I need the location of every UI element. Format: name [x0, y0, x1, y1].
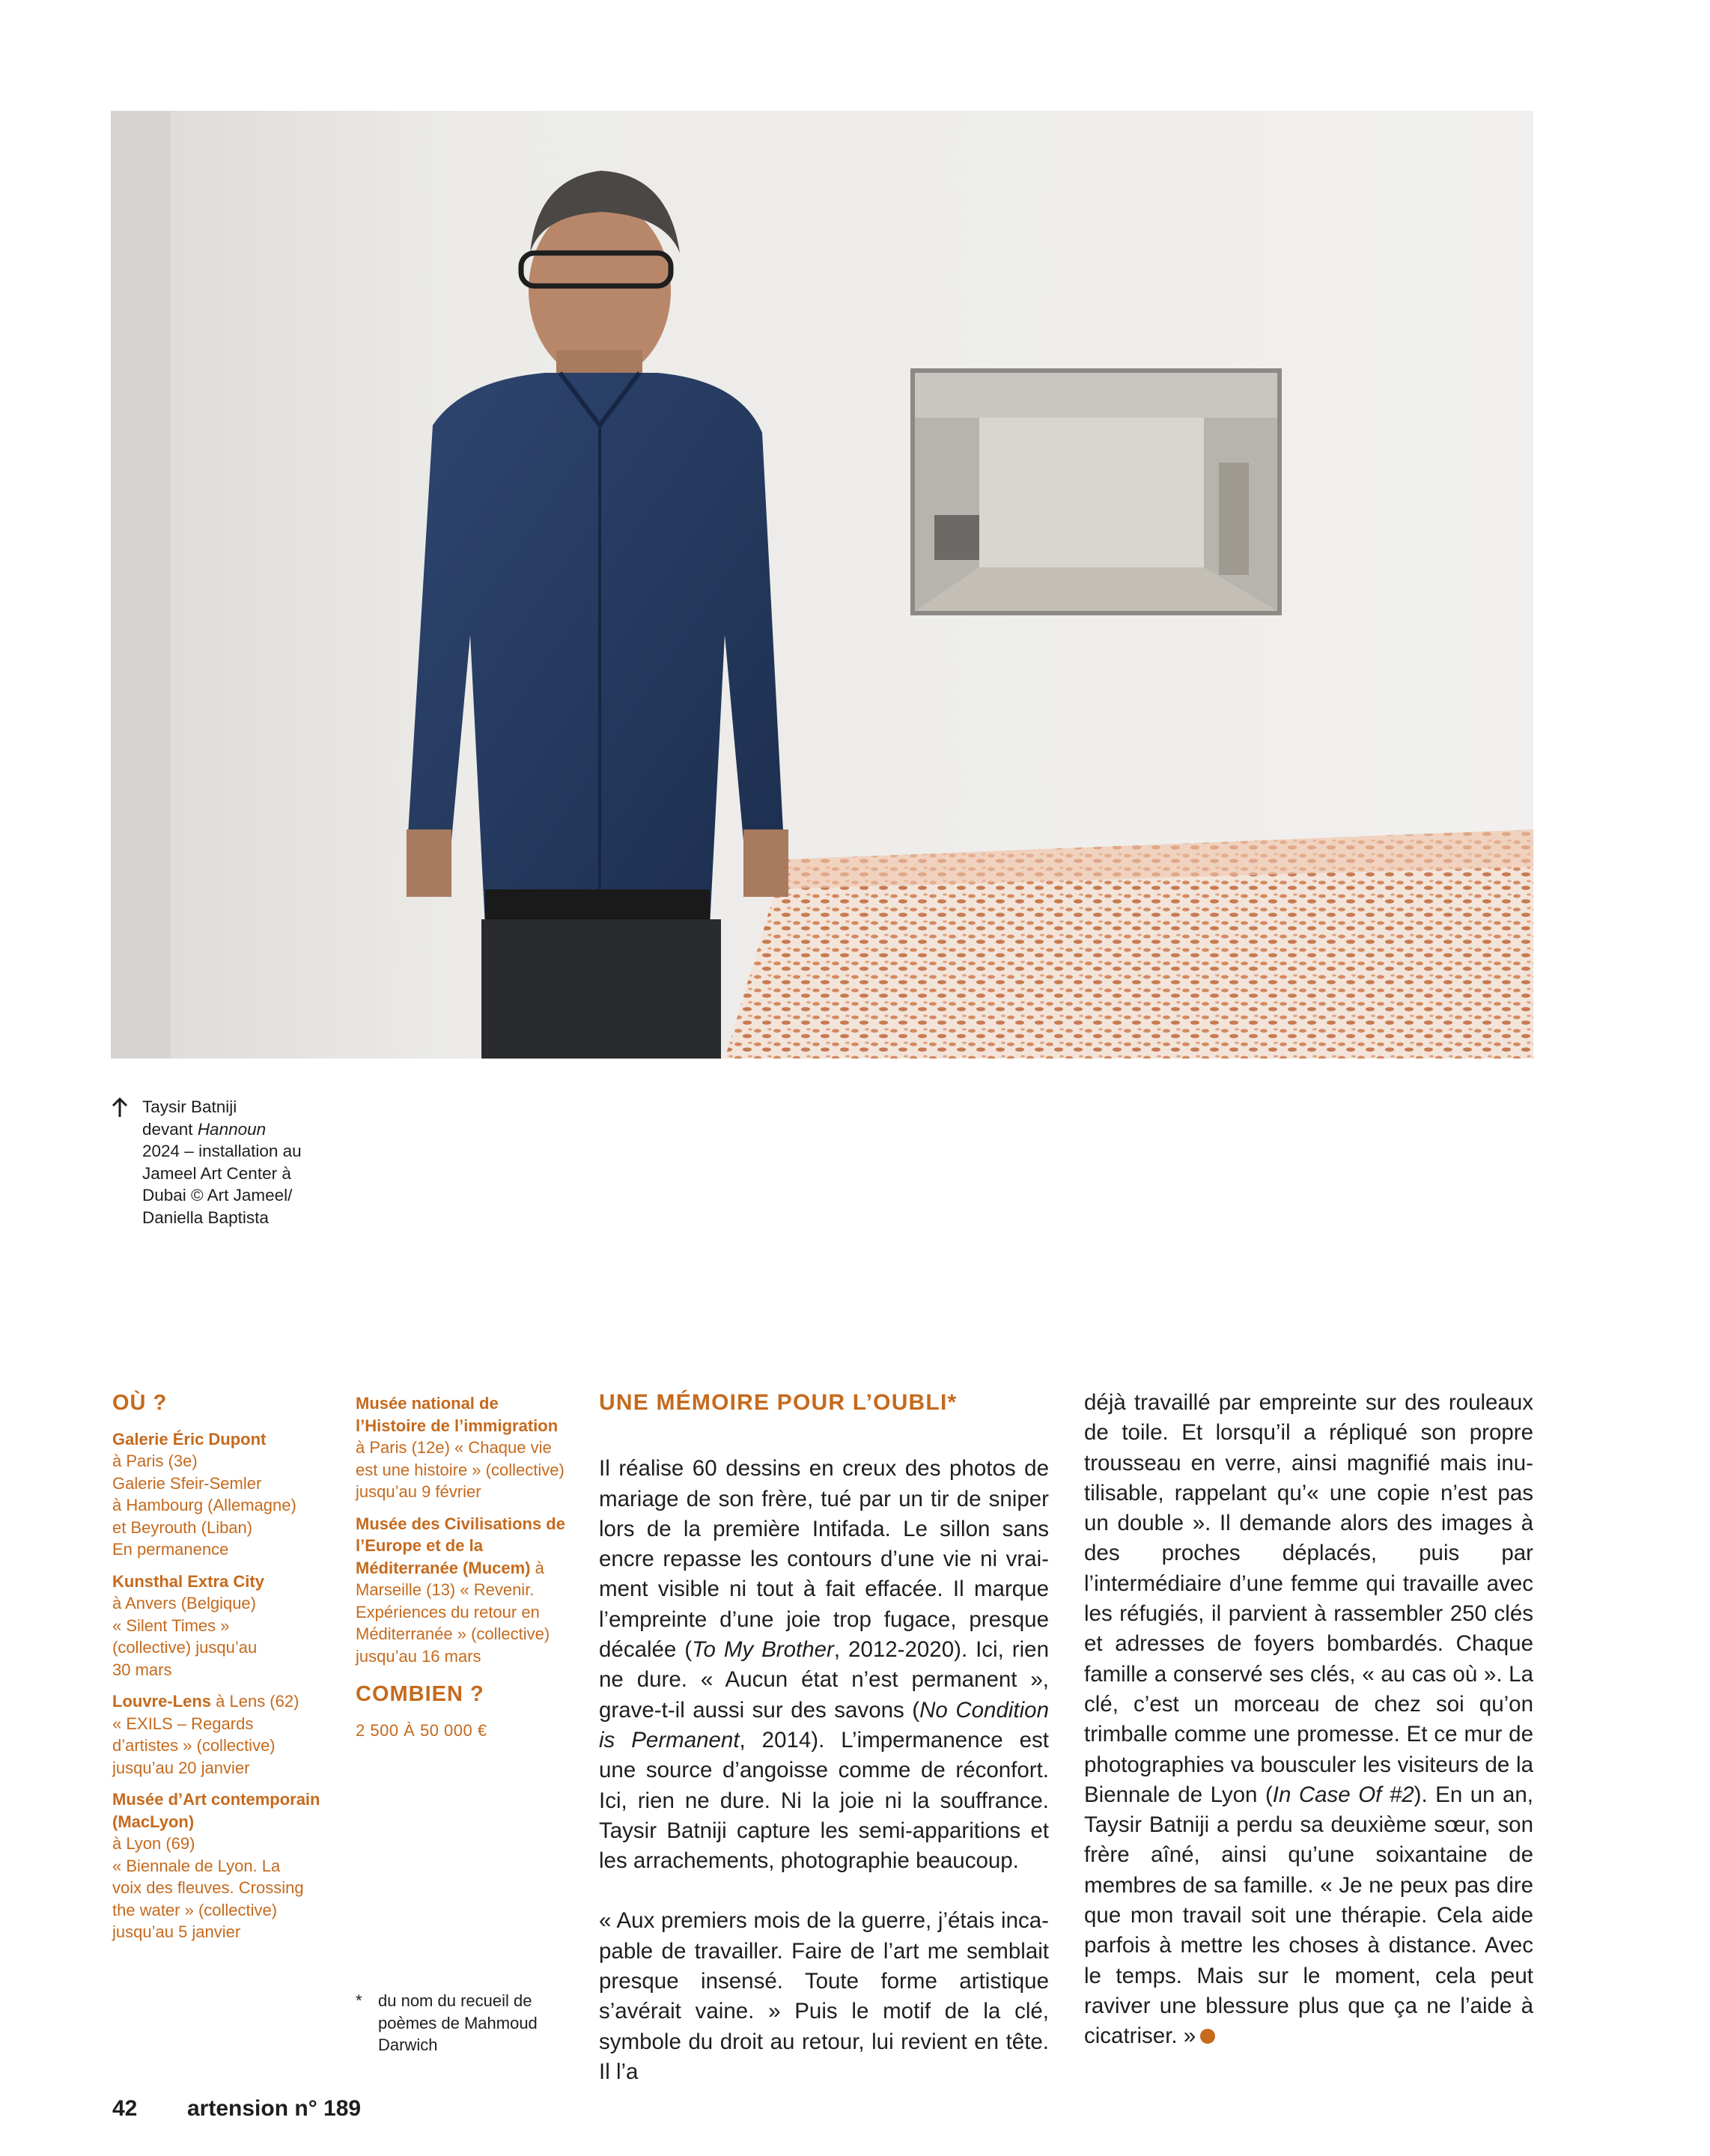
venue-louvre-lens: Louvre-Lens à Lens (62) « EXILS – Regards d’artistes » (collective) jusqu’au 20 janvier [112, 1692, 299, 1777]
caption-line: Dubai © Art Jameel/ [142, 1186, 293, 1205]
photo-illustration [111, 111, 1533, 1059]
article-column-2 [1084, 1388, 1533, 2052]
venue-kunsthal-extra-city: Kunsthal Extra City à Anvers (Belgique) « Silent Times » (collective) jusqu’au 30 mars [112, 1571, 264, 1679]
magazine-issue: artension n° 189 [187, 2096, 362, 2121]
footnote [356, 1990, 558, 2056]
article-paragraph: déjà travaillé par empreinte sur des rouleaux de toile. Et lorsqu’il a répliqué son propre trousseau en verre, ainsi magnifié mais inutilisable, rappelant qu’« une copie n’est pas un double ». Il demande alors des images à des proches déplacés, puis par l’intermédiaire d’une femme qui travaille avec les réfugiés, il parvient à rassembler 250 clés et adresses de foyers bombardés. Chaque famille a conservé ses clés, « au cas où ». La clé, c’est un morceau de chez soi qu’on trimballe comme une promesse. Et ce mur de photographies va bousculer les visiteurs de la Biennale de Lyon (In Case Of #2). En un an, Taysir Batniji a perdu sa deuxième sœur, son frère aîné, ainsi qu’une soixantaine de membres de sa famille. « Je ne peux pas dire que mon travail soit une thérapie. Cela aide parfois à mettre les choses à distance. Avec le temps. Mais sur le moment, cela peut raviver une blessure plus que ça ne l’aide à cicatriser. » [1084, 1390, 1534, 2049]
article-column-1 [599, 1388, 1049, 2087]
venue-maclyon: Musée d’Art contemporain (MacLyon) à Lyon (69) « Biennale de Lyon. La voix des fleuves. Crossing the water » (collective) jusqu’au 5 janvier [112, 1790, 320, 1941]
caption-line: devant Hannoun [142, 1119, 267, 1139]
venue-musee-immigration: Musée national de l’Histoire de l’immigration à Paris (12e) « Chaque vie est une histoire » (collective) jusqu’au 9 février [356, 1394, 565, 1501]
footnote-marker: * [356, 1991, 362, 2010]
page-number: 42 [112, 2096, 138, 2121]
article-title: UNE MÉMOIRE POUR L’OUBLI* [599, 1390, 958, 1415]
where-heading: OÙ ? [112, 1391, 168, 1415]
venue-galerie-eric-dupont: Galerie Éric Dupont à Paris (3e) Galerie Sfeir-Semler à Hambourg (Allemagne) et Beyrouth (Liban) En permanence [112, 1429, 296, 1559]
footnote-text: du nom du recueil de poèmes de Mahmoud Darwich [378, 1991, 538, 2054]
article-paragraph: « Aux premiers mois de la guerre, j’étais incapable de travailler. Faire de l’art me semblait presque insensé. Toute forme artistique s’avérait vaine. » Puis le motif de la clé, symbole du droit au retour, lui revient en tête. Il l’a [599, 1908, 1049, 2084]
price-range: 2 500 À 50 000 € [356, 1720, 487, 1740]
venue-mucem: Musée des Civilisations de l’Europe et de la Méditerranée (Mucem) à Marseille (13) « Revenir. Expériences du retour en Méditerranée » (collective) jusqu’au 16 mars [356, 1514, 565, 1666]
article-photo [111, 111, 1533, 1059]
price-heading: COMBIEN ? [356, 1682, 484, 1706]
caption-line: Daniella Baptista [142, 1208, 269, 1227]
caption-line: Jameel Art Center à [142, 1163, 291, 1183]
where-column [112, 1392, 337, 1953]
caption-line: 2024 – installation au [142, 1142, 302, 1160]
arrow-up-icon [111, 1096, 129, 1118]
venues-column-2 [356, 1392, 565, 1741]
caption-line: Taysir Batniji [142, 1097, 237, 1116]
photo-caption [111, 1096, 335, 1228]
article-paragraph: Il réalise 60 dessins en creux des photos de mariage de son frère, tué par un tir de sniper lors de la première Intifada. Le sillon sans encre repasse les contours d’une vie ni vraiment visible ni tout à fait effacée. Il marque l’empreinte d’une joie trop fugace, presque décalée (To My Brother, 2012-2020). Ici, rien ne dure. « Aucun état n’est permanent », grave-t-il aussi sur des savons (No Condition is Permanent, 2014). L’impermanence est une source d’angoisse comme de réconfort. Ici, rien ne dure. Ni la joie ni la souffrance. Taysir Batniji capture les semi-apparitions et les arrachements, photographie beaucoup. [599, 1456, 1049, 1874]
end-mark-dot-icon [1200, 2029, 1215, 2044]
